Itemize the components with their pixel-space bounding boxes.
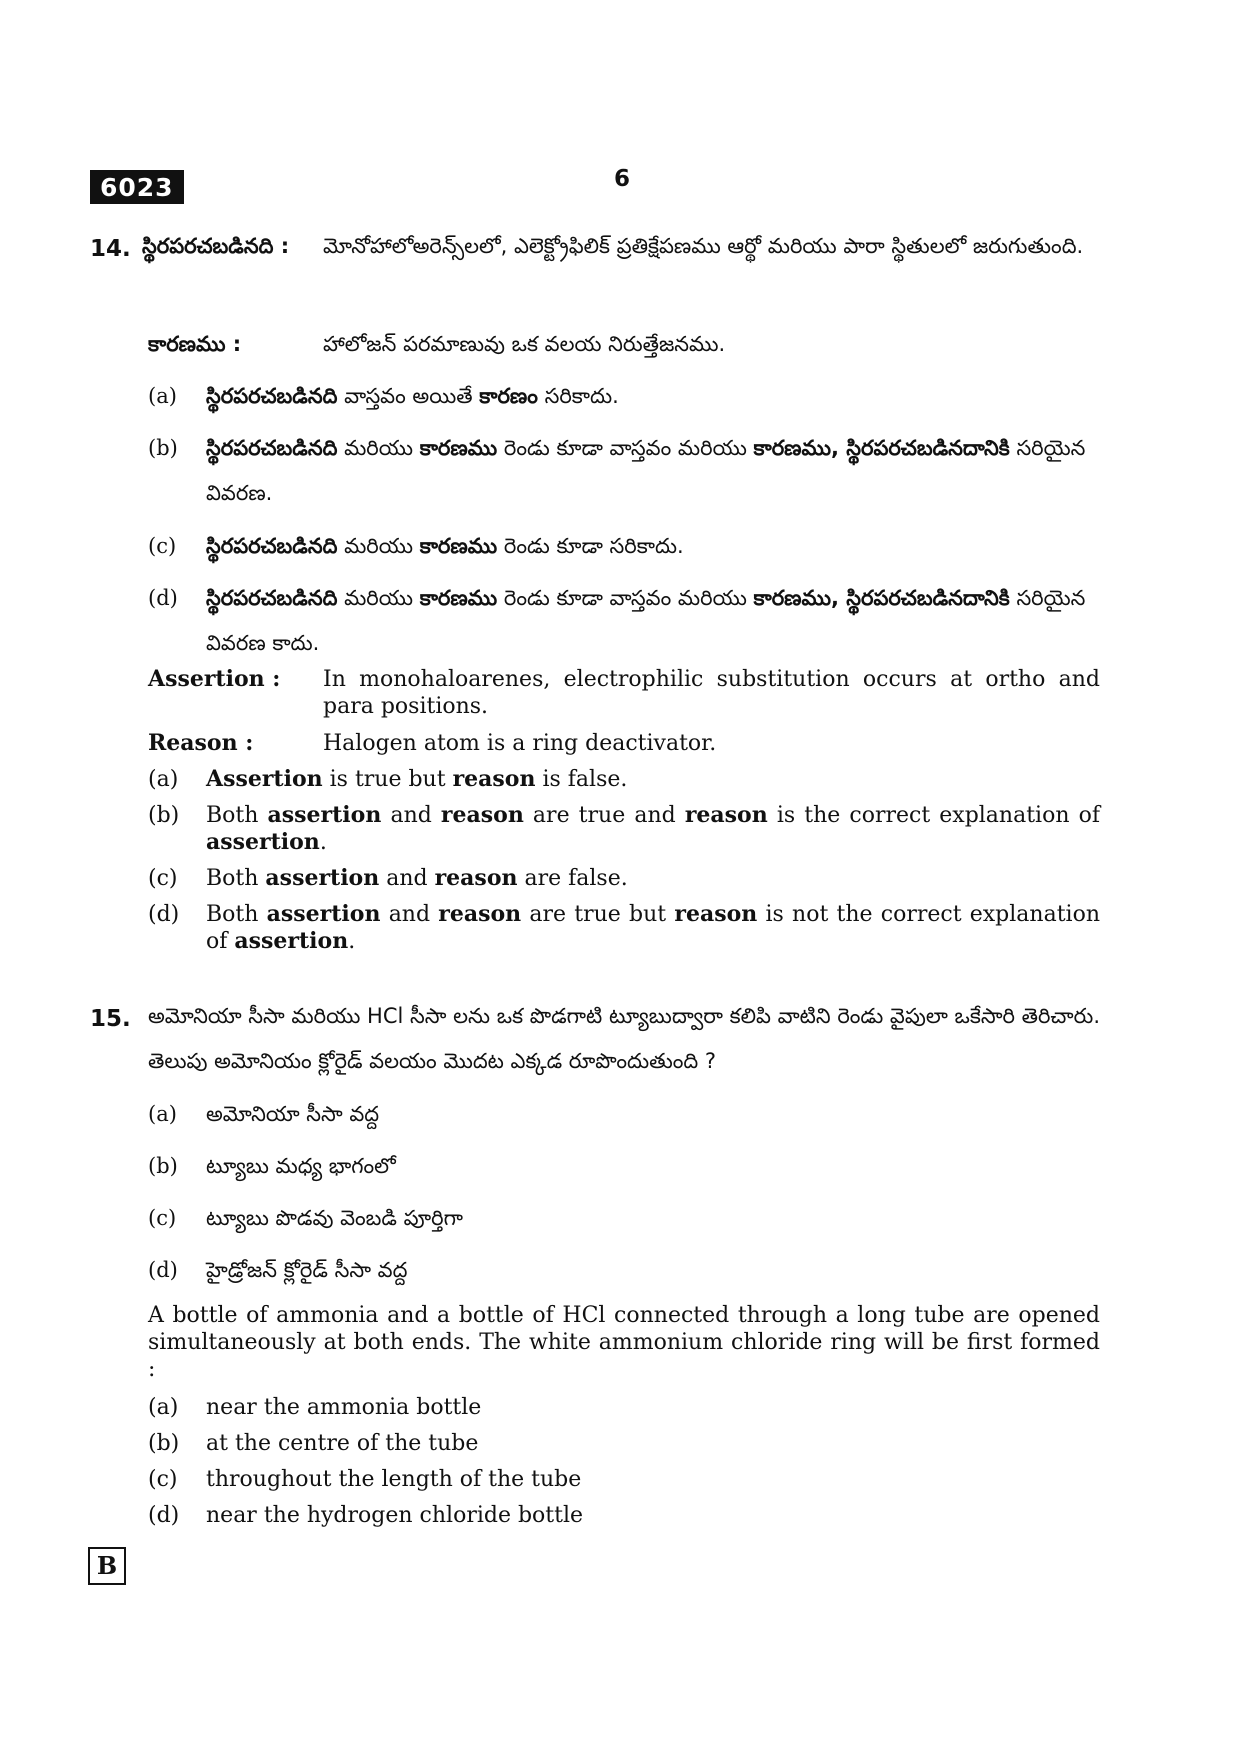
option-key: (c) bbox=[148, 1467, 178, 1492]
option-text-bold: కారణం bbox=[479, 384, 538, 408]
series-code-box: B bbox=[88, 1547, 126, 1585]
option-key: (b) bbox=[148, 436, 178, 460]
option-text: throughout the length of the tube bbox=[206, 1467, 582, 1492]
option-text: . bbox=[348, 929, 356, 954]
option-text: మరియు bbox=[337, 534, 420, 558]
option-key: (a) bbox=[148, 1102, 177, 1126]
option-text: and bbox=[379, 866, 435, 891]
option-text-bold: స్థిరపరచబడినది bbox=[206, 436, 338, 460]
option-text-bold: కారణము bbox=[419, 436, 498, 460]
option-text: వాస్తవం అయితే bbox=[337, 384, 480, 408]
option-text: సరికాదు. bbox=[537, 384, 619, 408]
option-text: Both bbox=[206, 866, 266, 891]
option-text: ట్యూబు మధ్య భాగంలో bbox=[206, 1154, 396, 1178]
option-text-bold: స్థిరపరచబడినది bbox=[206, 586, 338, 610]
option-text-bold: reason bbox=[674, 901, 758, 927]
option-text: ట్యూబు పొడవు వెంబడి పూర్తిగా bbox=[206, 1206, 463, 1230]
option-text-bold: reason bbox=[684, 802, 768, 828]
question-14 bbox=[90, 230, 1100, 954]
option-text: మరియు bbox=[337, 436, 420, 460]
option-text-bold: కారణము, స్థిరపరచబడినదానికి bbox=[753, 436, 1010, 460]
option-key: (d) bbox=[148, 1258, 178, 1282]
option-key: (b) bbox=[148, 803, 180, 828]
option-text: near the ammonia bottle bbox=[206, 1395, 482, 1420]
option-text: are true and bbox=[523, 803, 685, 828]
page-number: 6 bbox=[614, 166, 631, 192]
option-text: సరియైన వివరణ కాదు. bbox=[206, 586, 1086, 655]
option-text-bold: assertion bbox=[267, 802, 382, 828]
option-key: (a) bbox=[148, 1395, 179, 1420]
option-key: (b) bbox=[148, 1431, 180, 1456]
option-text: and bbox=[381, 803, 441, 828]
option-text: is false. bbox=[535, 767, 628, 792]
option-text: is not the correct explanation of bbox=[206, 902, 1100, 954]
option-text: రెండు కూడా వాస్తవం మరియు bbox=[497, 586, 754, 610]
question-number: 14. bbox=[90, 236, 131, 262]
option-text-bold: assertion bbox=[234, 928, 349, 954]
booklet-code-badge: 6023 bbox=[90, 170, 184, 204]
option-text: are false. bbox=[517, 866, 628, 891]
option-text-bold: assertion bbox=[266, 901, 381, 927]
reason-text-te: హాలోజన్ పరమాణువు ఒక వలయ నిరుత్తేజనము. bbox=[323, 332, 726, 356]
option-text: అమోనియా సీసా వద్ద bbox=[206, 1102, 380, 1126]
option-text-bold: reason bbox=[434, 865, 518, 891]
question-15 bbox=[90, 1000, 1100, 1530]
option-key: (c) bbox=[148, 866, 178, 891]
question-text-en: A bottle of ammonia and a bottle of HCl connected through a long tube are opened simultaneously at both ends. The white ammonium chloride ring will be first formed : bbox=[148, 1303, 1100, 1382]
option-key: (d) bbox=[148, 586, 178, 610]
option-text-bold: assertion bbox=[206, 829, 320, 855]
option-text: at the centre of the tube bbox=[206, 1431, 479, 1456]
option-text: Both bbox=[206, 803, 268, 828]
assertion-label-te: స్థిరపరచబడినది : bbox=[142, 234, 290, 258]
assertion-text-te: మోనోహాలోఅరెన్స్‌లలో, ఎలెక్ట్రోఫిలిక్ ప్రతిక్షేపణము ఆర్థో మరియు పారా స్థితులలో జరుగుతుంది. bbox=[323, 234, 1084, 258]
option-text-bold: assertion bbox=[265, 865, 380, 891]
option-text: Both bbox=[206, 902, 267, 927]
option-text: is the correct explanation of bbox=[767, 803, 1100, 828]
option-key: (a) bbox=[148, 384, 177, 408]
option-text-bold: reason bbox=[438, 901, 522, 927]
option-text: are true but bbox=[521, 902, 675, 927]
option-text-bold: కారణము, స్థిరపరచబడినదానికి bbox=[753, 586, 1010, 610]
option-text: and bbox=[380, 902, 439, 927]
option-key: (c) bbox=[148, 1206, 177, 1230]
option-text-bold: కారణము bbox=[419, 586, 498, 610]
option-text-bold: స్థిరపరచబడినది bbox=[206, 534, 338, 558]
option-text-bold: స్థిరపరచబడినది bbox=[206, 384, 338, 408]
option-text-bold: Assertion bbox=[206, 766, 323, 792]
option-text-bold: reason bbox=[452, 766, 536, 792]
option-text: సరియైన వివరణ. bbox=[206, 436, 1086, 505]
reason-label-te: కారణము : bbox=[148, 332, 242, 356]
option-key: (b) bbox=[148, 1154, 178, 1178]
assertion-text-en: In monohaloarenes, electrophilic substitution occurs at ortho and para positions. bbox=[323, 667, 1100, 719]
question-number: 15. bbox=[90, 1006, 131, 1032]
option-text: రెండు కూడా వాస్తవం మరియు bbox=[497, 436, 754, 460]
option-key: (d) bbox=[148, 902, 180, 927]
option-text: మరియు bbox=[337, 586, 420, 610]
option-text: రెండు కూడా సరికాదు. bbox=[497, 534, 684, 558]
reason-label-en: Reason : bbox=[148, 730, 254, 756]
option-text: near the hydrogen chloride bottle bbox=[206, 1503, 584, 1528]
option-key: (a) bbox=[148, 767, 179, 792]
option-key: (d) bbox=[148, 1503, 180, 1528]
option-text-bold: కారణము bbox=[419, 534, 498, 558]
option-key: (c) bbox=[148, 534, 177, 558]
question-text-te: అమోనియా సీసా మరియు HCl సీసా లను ఒక పొడగాటి ట్యూబుద్వారా కలిపి వాటిని రెండు వైపులా ఒకేసారి తెరిచారు. తెలుపు అమోనియం క్లోరైడ్ వలయం మొదట ఎక్కడ రూపొందుతుంది ? bbox=[148, 1004, 1100, 1073]
option-text-bold: reason bbox=[440, 802, 524, 828]
option-text: . bbox=[319, 830, 327, 855]
option-text: హైడ్రోజన్ క్లోరైడ్ సీసా వద్ద bbox=[206, 1258, 408, 1282]
reason-text-en: Halogen atom is a ring deactivator. bbox=[323, 731, 717, 756]
assertion-label-en: Assertion : bbox=[148, 666, 281, 692]
option-text: is true but bbox=[322, 767, 453, 792]
